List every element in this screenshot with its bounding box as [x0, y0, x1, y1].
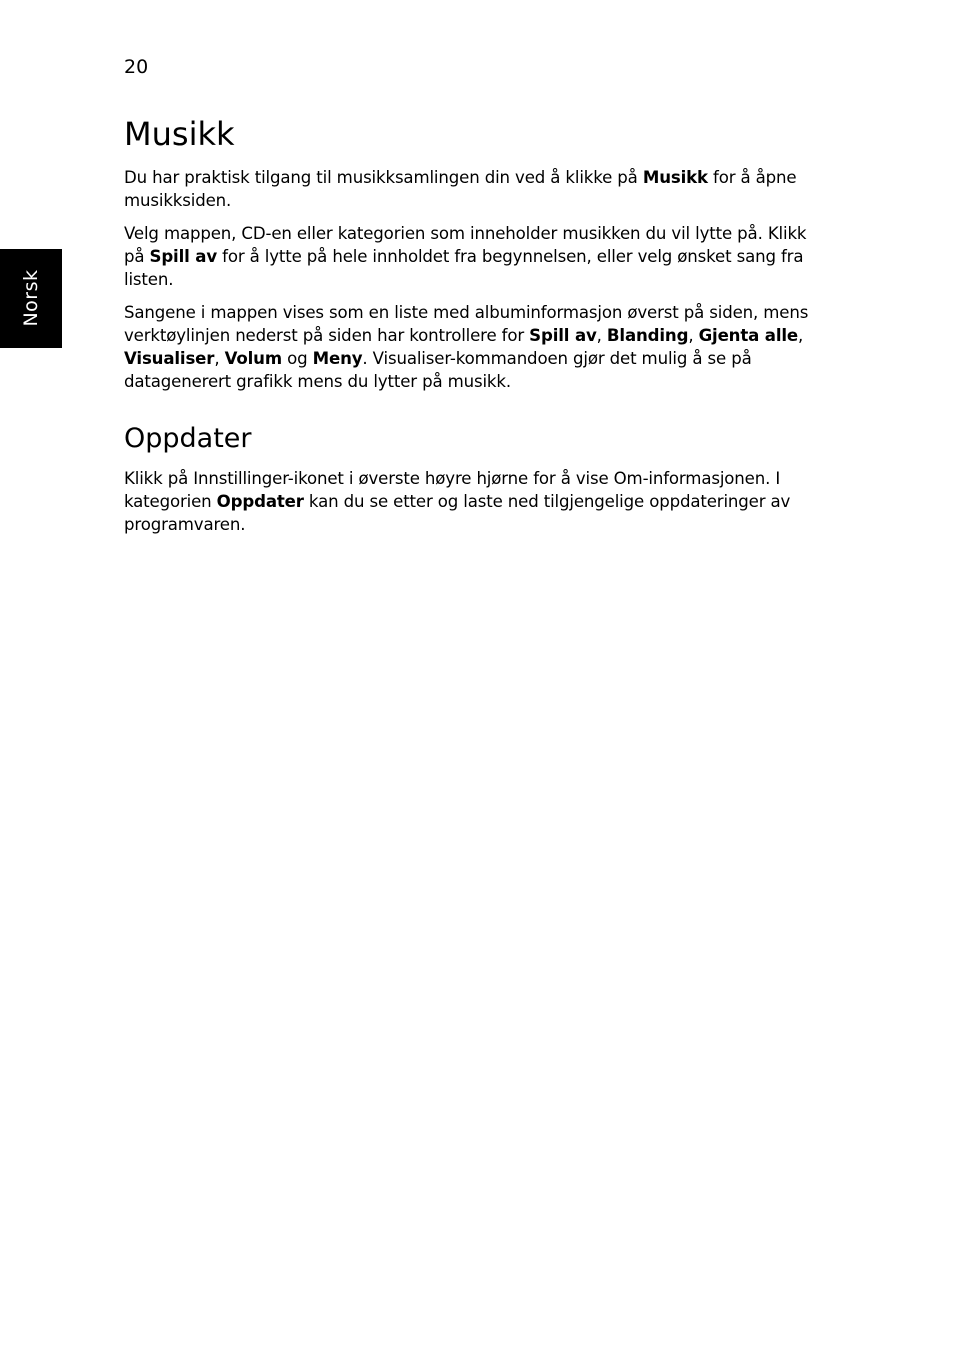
text-run: for å lytte på hele innholdet fra begynnelsen, eller velg ønsket sang fra listen. [124, 247, 804, 289]
paragraph-oppdater [124, 467, 814, 536]
ui-term-visualiser: Visualiser [124, 349, 215, 368]
ui-term-volum: Volum [224, 349, 282, 368]
text-run: . Visualiser-kommandoen gjør det mulig å se på datagenerert grafikk mens du lytter på musikk. [124, 349, 752, 391]
ui-term-oppdater: Oppdater [216, 492, 304, 511]
page-content [124, 112, 814, 536]
text-run: , [214, 349, 225, 368]
section-title-oppdater: Oppdater [124, 423, 252, 454]
text-run: , [688, 326, 699, 345]
text-run: , [596, 326, 607, 345]
text-run: og [281, 349, 313, 368]
text-run: Du har praktisk tilgang til musikksamlingen din ved å klikke på [124, 168, 643, 187]
section-title-musikk: Musikk [124, 115, 235, 153]
language-side-tab-label: Norsk [20, 269, 42, 327]
paragraph-musikk-controls [124, 301, 814, 393]
text-run: , [798, 326, 804, 345]
text-run: Velg mappen, CD-en eller kategorien som inneholder musikken du vil lytte på. Klikk på [124, 224, 807, 266]
ui-term-musikk: Musikk [642, 168, 708, 187]
ui-term-gjenta-alle: Gjenta alle [698, 326, 799, 345]
paragraph-musikk-select [124, 222, 814, 291]
text-run: kan du se etter og laste ned tilgjengelige oppdateringer av programvaren. [124, 492, 791, 534]
ui-term-meny: Meny [312, 349, 363, 368]
text-run: Klikk på Innstillinger-ikonet i øverste høyre hjørne for å vise Om-informasjonen. I kategorien [124, 469, 781, 511]
paragraph-musikk-intro [124, 166, 814, 212]
ui-term-blanding: Blanding [606, 326, 689, 345]
ui-term-spill-av: Spill av [149, 247, 218, 266]
ui-term-spill-av: Spill av [529, 326, 597, 345]
text-run: Sangene i mappen vises som en liste med albuminformasjon øverst på siden, mens verktøylinjen nederst på siden har kontrollere for [124, 303, 809, 345]
page-number: 20 [124, 56, 149, 78]
language-side-tab [0, 249, 62, 348]
text-run: for å åpne musikksiden. [124, 168, 797, 210]
